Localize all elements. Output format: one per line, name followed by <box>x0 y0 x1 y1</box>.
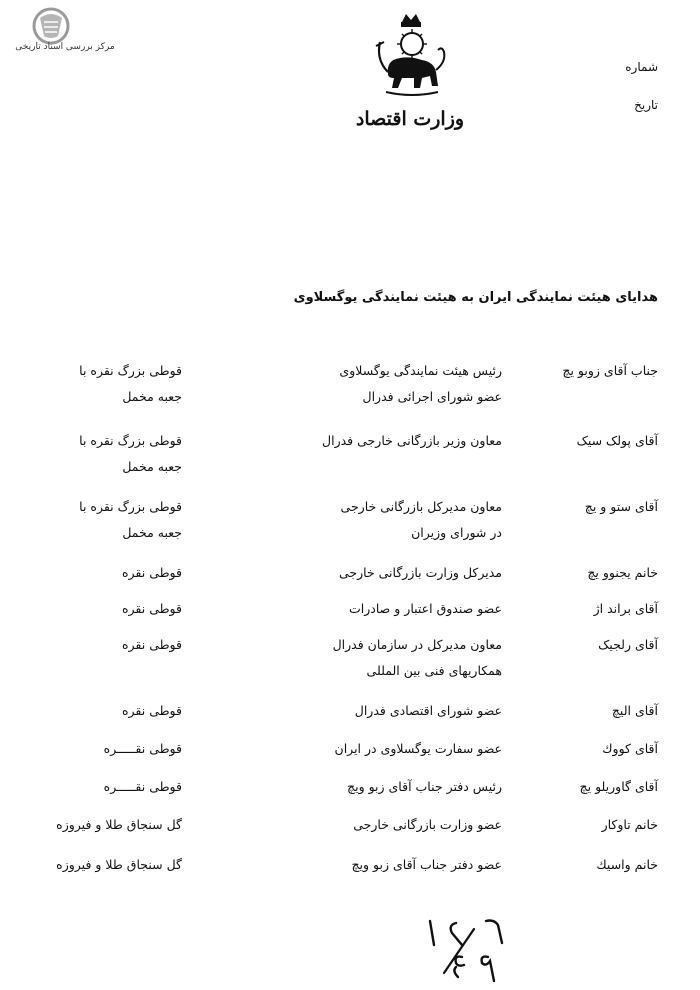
gift <box>2 358 182 410</box>
person-role: عضو دفتر جناب آقای زبو ویچ <box>351 857 502 872</box>
person-name: آقای رلجیک <box>598 637 658 652</box>
person-name: آقای پولک سیک <box>576 433 658 448</box>
person-role: عضو صندوق اعتبار و صادرات <box>349 601 502 616</box>
person-name: آقای ستو و یچ <box>584 499 658 514</box>
person-name: آقای کووك <box>602 741 658 756</box>
person-role <box>237 632 502 684</box>
person-role <box>237 358 502 410</box>
gift-line-2: جعبه مخمل <box>122 389 182 404</box>
date-label: تاریخ <box>634 98 658 112</box>
watermark-text: مرکز بررسی اسناد تاریخی <box>15 42 115 52</box>
gift-line: قوطی بزرگ نقره با <box>79 363 182 378</box>
gift <box>2 494 182 546</box>
person-name: آقای گاوریلو یچ <box>579 779 658 794</box>
gift-line: قوطی بزرگ نقره با <box>79 433 182 448</box>
gift: قوطی نقره <box>121 601 182 616</box>
person-name: آقای براند اژ <box>593 601 658 616</box>
gift: گل سنجاق طلا و فیروزه <box>56 857 182 872</box>
person-name: خانم واسیك <box>596 857 658 872</box>
role-line-2: در شورای وزیران <box>411 525 502 540</box>
gift: گل سنجاق طلا و فیروزه <box>56 817 182 832</box>
ministry-name: وزارت اقتصاد <box>355 108 465 130</box>
person-role: عضو سفارت یوگسلاوی در ایران <box>334 741 502 756</box>
person-role: رئیس دفتر جناب آقای زبو ویچ <box>347 779 502 794</box>
gift-line-2: جعبه مخمل <box>122 525 182 540</box>
gift: قوطی نقره <box>121 637 182 652</box>
gift: قوطی نقره <box>121 565 182 580</box>
handwritten-page-note <box>410 915 520 985</box>
gift-line-2: جعبه مخمل <box>122 459 182 474</box>
document-title: هدایای هیئت نمایندگی ایران به هیئت نمایندگی یوگسلاوی <box>293 290 658 305</box>
person-name: خانم یجنوو یچ <box>587 565 658 580</box>
person-role <box>237 428 502 454</box>
gift-line: قوطی بزرگ نقره با <box>79 499 182 514</box>
archive-logo-icon <box>30 6 72 46</box>
role-line: معاون مدیرکل در سازمان فدرال <box>332 637 502 652</box>
person-name: آقای الیچ <box>611 703 658 718</box>
role-line: معاون مدیرکل بازرگانی خارجی <box>340 499 502 514</box>
gift <box>2 428 182 480</box>
person-name: خانم تاوکار <box>601 817 658 832</box>
gift: قوطی نقره <box>121 703 182 718</box>
person-role: عضو شورای اقتصادی فدرال <box>354 703 502 718</box>
lion-and-sun-emblem-icon <box>366 12 456 107</box>
person-role: مدیرکل وزارت بازرگانی خارجی <box>338 565 502 580</box>
number-label: شماره <box>625 60 658 74</box>
role-line: معاون وزیر بازرگانی خارجی فدرال <box>322 433 502 448</box>
gift: قوطی نقـــــره <box>103 779 182 794</box>
person-role <box>237 494 502 546</box>
role-line-2: عضو شورای اجرائی فدرال <box>362 389 502 404</box>
gift: قوطی نقـــــره <box>103 741 182 756</box>
role-line-2: همکاریهای فنی بین المللی <box>366 663 502 678</box>
role-line: رئیس هیئت نمایندگی یوگسلاوی <box>339 363 502 378</box>
person-role: عضو وزارت بازرگانی خارجی <box>353 817 502 832</box>
person-name: جناب آقای زوبو یچ <box>562 363 658 378</box>
